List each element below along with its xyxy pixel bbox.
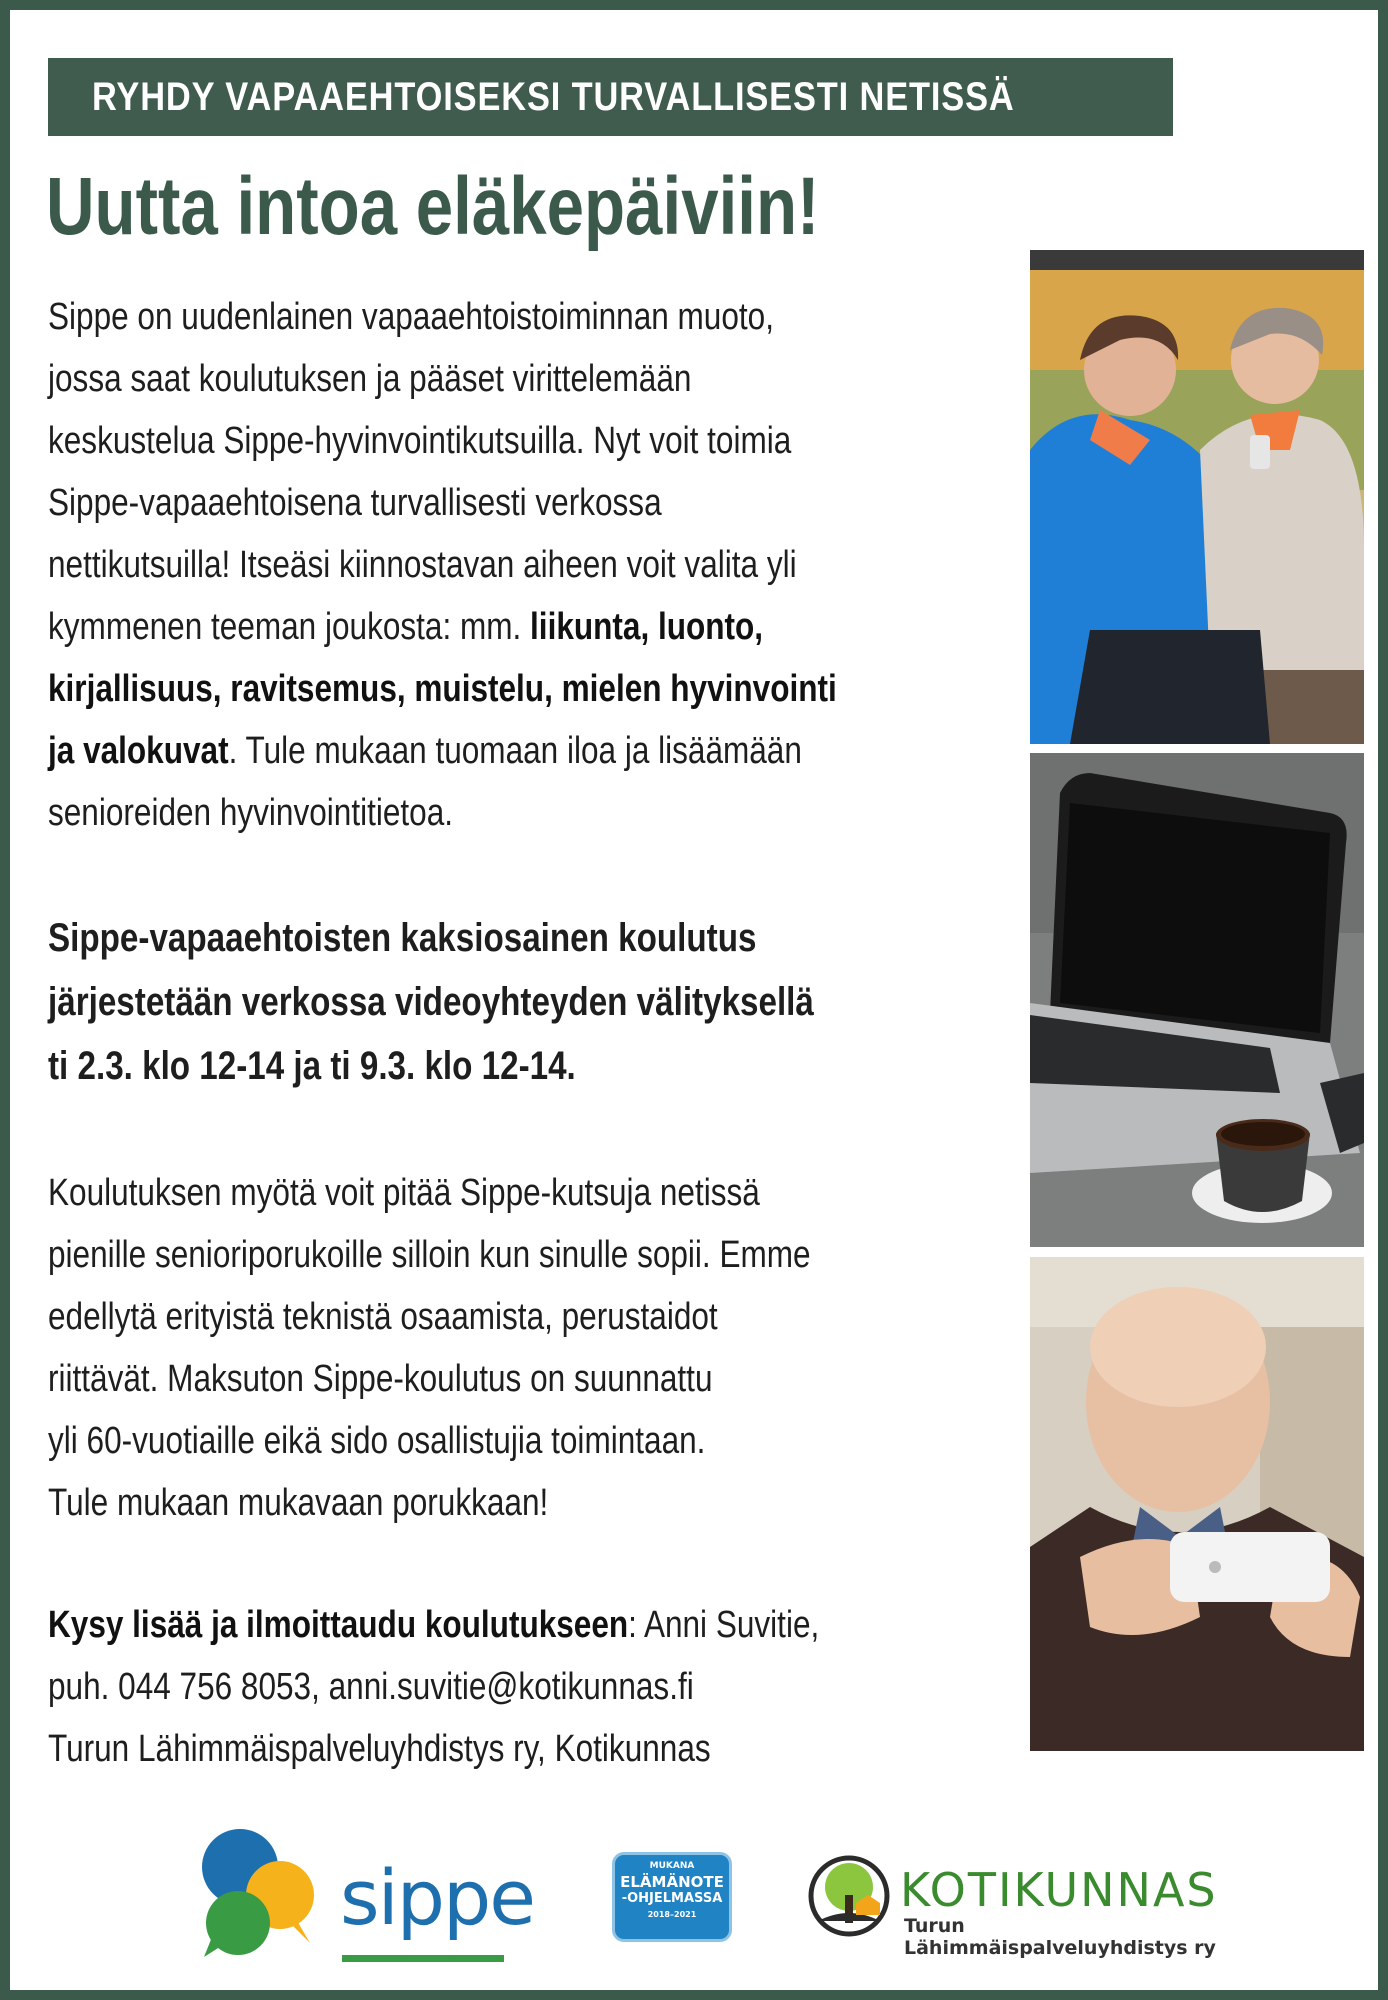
contact-name: : Anni Suvitie, — [628, 1604, 820, 1646]
details-paragraph — [48, 1162, 1027, 1534]
details-line: pienille senioriporukoille silloin kun sinulle sopii. Emme — [48, 1234, 811, 1276]
intro-line — [48, 720, 1027, 782]
photo-elderly-man-phone — [1030, 1257, 1364, 1751]
intro-line — [48, 658, 1027, 720]
kotikunnas-subtitle: Turun Lähimmäispalveluyhdistys ry — [904, 1915, 1216, 1959]
contact-org: Turun Lähimmäispalveluyhdistys ry, Kotikunnas — [48, 1728, 711, 1770]
elamanote-line: 2018–2021 — [647, 1910, 697, 1919]
training-line: järjestetään verkossa videoyhteyden välityksellä — [48, 980, 814, 1024]
contact-line — [48, 1594, 1027, 1656]
details-line: Tule mukaan mukavaan porukkaan! — [48, 1482, 549, 1524]
training-line: Sippe-vapaaehtoisten kaksiosainen koulutus — [48, 916, 757, 960]
intro-topics: liikunta, luonto, — [530, 606, 764, 648]
intro-line — [48, 596, 1027, 658]
intro-line: keskustelua Sippe-hyvinvointikutsuilla. Nyt voit toimia — [48, 420, 792, 462]
training-line: ti 2.3. klo 12-14 ja ti 9.3. klo 12-14. — [48, 1044, 576, 1088]
intro-text: kymmenen teeman joukosta: mm. — [48, 606, 531, 648]
top-banner — [48, 58, 1173, 136]
intro-line: jossa saat koulutuksen ja pääset virittelemään — [48, 358, 692, 400]
details-line: Koulutuksen myötä voit pitää Sippe-kutsuja netissä — [48, 1172, 760, 1214]
contact-paragraph — [48, 1594, 1027, 1780]
elamanote-badge — [612, 1852, 732, 1942]
intro-topics: ja valokuvat — [48, 730, 229, 772]
details-line: edellytä erityistä teknistä osaamista, perustaidot — [48, 1296, 718, 1338]
intro-line: Sippe on uudenlainen vapaaehtoistoiminnan muoto, — [48, 296, 774, 338]
kotikunnas-tree-icon — [808, 1855, 890, 1937]
intro-topics: kirjallisuus, ravitsemus, muistelu, mielen hyvinvointi — [48, 668, 837, 710]
banner-title: RYHDY VAPAAEHTOISEKSI TURVALLISESTI NETISSÄ — [92, 74, 1015, 119]
sippe-logo — [200, 1825, 534, 1965]
headline: Uutta intoa eläkepäiviin! — [46, 161, 820, 252]
details-line: yli 60-vuotiaille eikä sido osallistujia toimintaan. — [48, 1420, 706, 1462]
contact-phone-email[interactable]: puh. 044 756 8053, anni.suvitie@kotikunnas.fi — [48, 1666, 694, 1708]
intro-text: . Tule mukaan tuomaan iloa ja lisäämään — [228, 730, 802, 772]
kotikunnas-wordmark: KOTIKUNNAS — [900, 1863, 1218, 1917]
intro-paragraph — [48, 286, 1027, 844]
sippe-bubbles-icon — [200, 1825, 340, 1965]
intro-line: nettikutsuilla! Itseäsi kiinnostavan aiheen voit valita yli — [48, 544, 797, 586]
elamanote-line: -OHJELMASSA — [621, 1891, 723, 1906]
footer-logos — [0, 1810, 1388, 1960]
elamanote-line: MUKANA — [649, 1861, 695, 1871]
photo-laptop-coffee — [1030, 753, 1364, 1247]
sippe-underline — [342, 1955, 504, 1962]
training-paragraph — [48, 906, 1027, 1098]
details-line: riittävät. Maksuton Sippe-koulutus on suunnattu — [48, 1358, 713, 1400]
elamanote-line: ELÄMÄNOTE — [620, 1873, 724, 1891]
kotikunnas-logo — [808, 1855, 1228, 1959]
photo-seniors-with-phone — [1030, 250, 1364, 744]
contact-label: Kysy lisää ja ilmoittaudu koulutukseen — [48, 1604, 629, 1646]
intro-line: Sippe-vapaaehtoisena turvallisesti verkossa — [48, 482, 662, 524]
intro-line: senioreiden hyvinvointitietoa. — [48, 792, 454, 834]
sippe-wordmark: sippe — [340, 1853, 534, 1942]
